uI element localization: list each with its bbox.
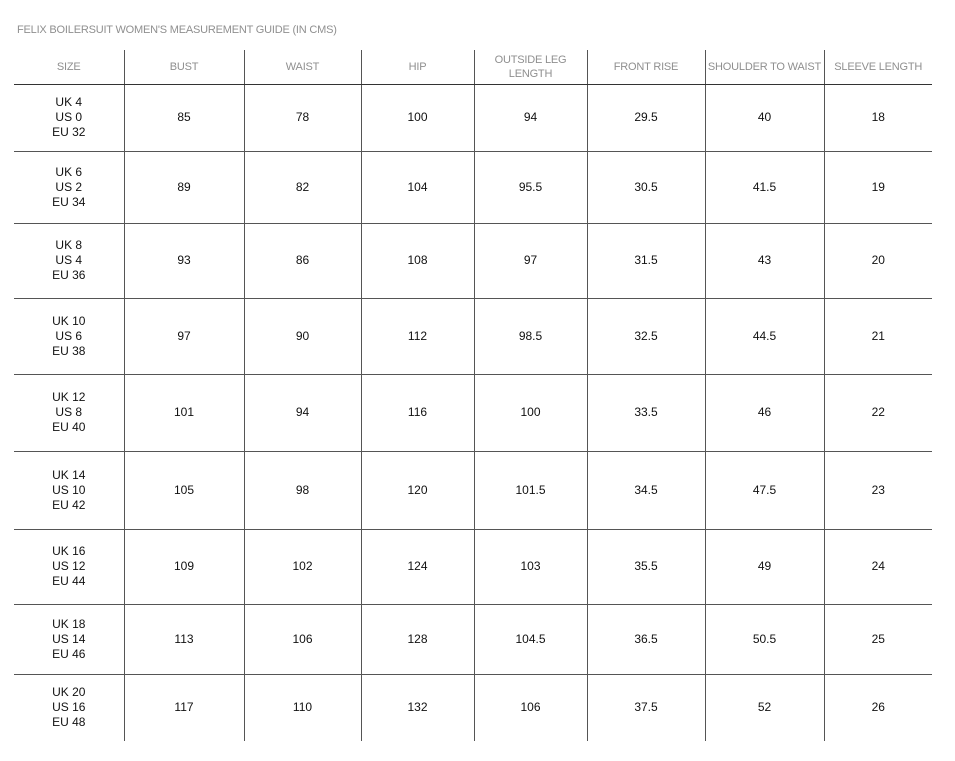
size-cell [14, 374, 124, 451]
table-row [14, 84, 932, 151]
waist-cell: 86 [244, 223, 361, 298]
table-row [14, 298, 932, 374]
front-rise-cell: 34.5 [587, 451, 705, 529]
shoulder-to-waist-cell: 43 [705, 223, 824, 298]
hip-cell: 132 [361, 674, 474, 741]
shoulder-to-waist-cell: 52 [705, 674, 824, 741]
waist-cell: 98 [244, 451, 361, 529]
size-cell [14, 451, 124, 529]
size-uk: UK 10 [52, 313, 86, 328]
shoulder-to-waist-cell: 40 [705, 84, 824, 151]
waist-cell: 90 [244, 298, 361, 374]
waist-cell: 102 [244, 529, 361, 604]
table-row [14, 529, 932, 604]
outside-leg-cell: 94 [474, 84, 587, 151]
table-body [14, 84, 932, 741]
column-header-waist: WAIST [244, 50, 361, 84]
shoulder-to-waist-cell: 41.5 [705, 151, 824, 223]
sleeve-length-cell: 19 [824, 151, 932, 223]
waist-cell: 110 [244, 674, 361, 741]
measurement-table [14, 50, 932, 741]
size-eu: EU 32 [52, 125, 86, 139]
table-row [14, 223, 932, 298]
size-eu: EU 46 [52, 646, 86, 661]
size-cell [14, 674, 124, 741]
bust-cell: 113 [124, 604, 244, 674]
hip-cell: 116 [361, 374, 474, 451]
sleeve-length-cell: 18 [824, 84, 932, 151]
size-cell [14, 298, 124, 374]
outside-leg-cell: 104.5 [474, 604, 587, 674]
bust-cell: 109 [124, 529, 244, 604]
header-row [14, 50, 932, 84]
outside-leg-cell: 103 [474, 529, 587, 604]
page-title: FELIX BOILERSUIT WOMEN'S MEASUREMENT GUIDE (IN CMS) [17, 24, 337, 36]
bust-cell: 85 [124, 84, 244, 151]
front-rise-cell: 37.5 [587, 674, 705, 741]
size-cell [14, 84, 124, 151]
front-rise-cell: 33.5 [587, 374, 705, 451]
table-row [14, 674, 932, 741]
sleeve-length-cell: 25 [824, 604, 932, 674]
size-us: US 8 [55, 405, 83, 419]
sleeve-length-cell: 20 [824, 223, 932, 298]
size-uk: UK 20 [52, 685, 86, 700]
outside-leg-cell: 101.5 [474, 451, 587, 529]
front-rise-cell: 32.5 [587, 298, 705, 374]
size-us: US 12 [52, 559, 86, 573]
bust-cell: 97 [124, 298, 244, 374]
column-header-bust: BUST [124, 50, 244, 84]
hip-cell: 120 [361, 451, 474, 529]
size-us: US 14 [52, 631, 86, 646]
front-rise-cell: 29.5 [587, 84, 705, 151]
hip-cell: 104 [361, 151, 474, 223]
table-row [14, 604, 932, 674]
size-us: US 0 [55, 110, 83, 124]
size-eu: EU 44 [52, 574, 86, 588]
table-row [14, 151, 932, 223]
size-cell [14, 151, 124, 223]
front-rise-cell: 35.5 [587, 529, 705, 604]
outside-leg-cell: 95.5 [474, 151, 587, 223]
front-rise-cell: 36.5 [587, 604, 705, 674]
outside-leg-cell: 97 [474, 223, 587, 298]
bust-cell: 105 [124, 451, 244, 529]
bust-cell: 93 [124, 223, 244, 298]
waist-cell: 94 [244, 374, 361, 451]
waist-cell: 82 [244, 151, 361, 223]
hip-cell: 124 [361, 529, 474, 604]
size-uk: UK 14 [52, 467, 86, 482]
size-cell [14, 223, 124, 298]
sleeve-length-cell: 24 [824, 529, 932, 604]
size-cell [14, 604, 124, 674]
size-eu: EU 36 [52, 268, 86, 282]
shoulder-to-waist-cell: 46 [705, 374, 824, 451]
size-uk: UK 16 [52, 544, 86, 558]
size-us: US 4 [55, 253, 83, 267]
column-header-outside-leg-length [474, 50, 587, 84]
column-header-outside-leg-line-2: LENGTH [508, 67, 553, 80]
shoulder-to-waist-cell: 50.5 [705, 604, 824, 674]
waist-cell: 106 [244, 604, 361, 674]
hip-cell: 100 [361, 84, 474, 151]
column-header-outside-leg-line-1: OUTSIDE LEG [494, 53, 567, 66]
sleeve-length-cell: 26 [824, 674, 932, 741]
outside-leg-cell: 98.5 [474, 298, 587, 374]
size-eu: EU 38 [52, 343, 86, 358]
size-eu: EU 40 [52, 420, 86, 434]
size-eu: EU 48 [52, 715, 86, 730]
shoulder-to-waist-cell: 49 [705, 529, 824, 604]
bust-cell: 101 [124, 374, 244, 451]
bust-cell: 89 [124, 151, 244, 223]
hip-cell: 108 [361, 223, 474, 298]
shoulder-to-waist-cell: 47.5 [705, 451, 824, 529]
size-uk: UK 8 [55, 238, 83, 252]
size-uk: UK 4 [55, 95, 83, 109]
sleeve-length-cell: 23 [824, 451, 932, 529]
column-header-front-rise: FRONT RISE [587, 50, 705, 84]
bust-cell: 117 [124, 674, 244, 741]
size-us: US 16 [52, 700, 86, 715]
column-header-size: SIZE [14, 50, 124, 84]
front-rise-cell: 30.5 [587, 151, 705, 223]
size-uk: UK 6 [55, 164, 83, 179]
size-eu: EU 42 [52, 497, 86, 512]
size-uk: UK 18 [52, 616, 86, 631]
waist-cell: 78 [244, 84, 361, 151]
sleeve-length-cell: 21 [824, 298, 932, 374]
column-header-hip: HIP [361, 50, 474, 84]
shoulder-to-waist-cell: 44.5 [705, 298, 824, 374]
table-row [14, 451, 932, 529]
hip-cell: 128 [361, 604, 474, 674]
size-us: US 2 [55, 179, 83, 194]
size-us: US 6 [55, 328, 83, 343]
size-uk: UK 12 [52, 390, 86, 404]
front-rise-cell: 31.5 [587, 223, 705, 298]
column-header-shoulder-to-waist: SHOULDER TO WAIST [705, 50, 824, 84]
hip-cell: 112 [361, 298, 474, 374]
size-eu: EU 34 [52, 194, 86, 209]
table-row [14, 374, 932, 451]
sleeve-length-cell: 22 [824, 374, 932, 451]
outside-leg-cell: 100 [474, 374, 587, 451]
column-header-sleeve-length: SLEEVE LENGTH [824, 50, 932, 84]
size-us: US 10 [52, 482, 86, 497]
outside-leg-cell: 106 [474, 674, 587, 741]
size-cell [14, 529, 124, 604]
